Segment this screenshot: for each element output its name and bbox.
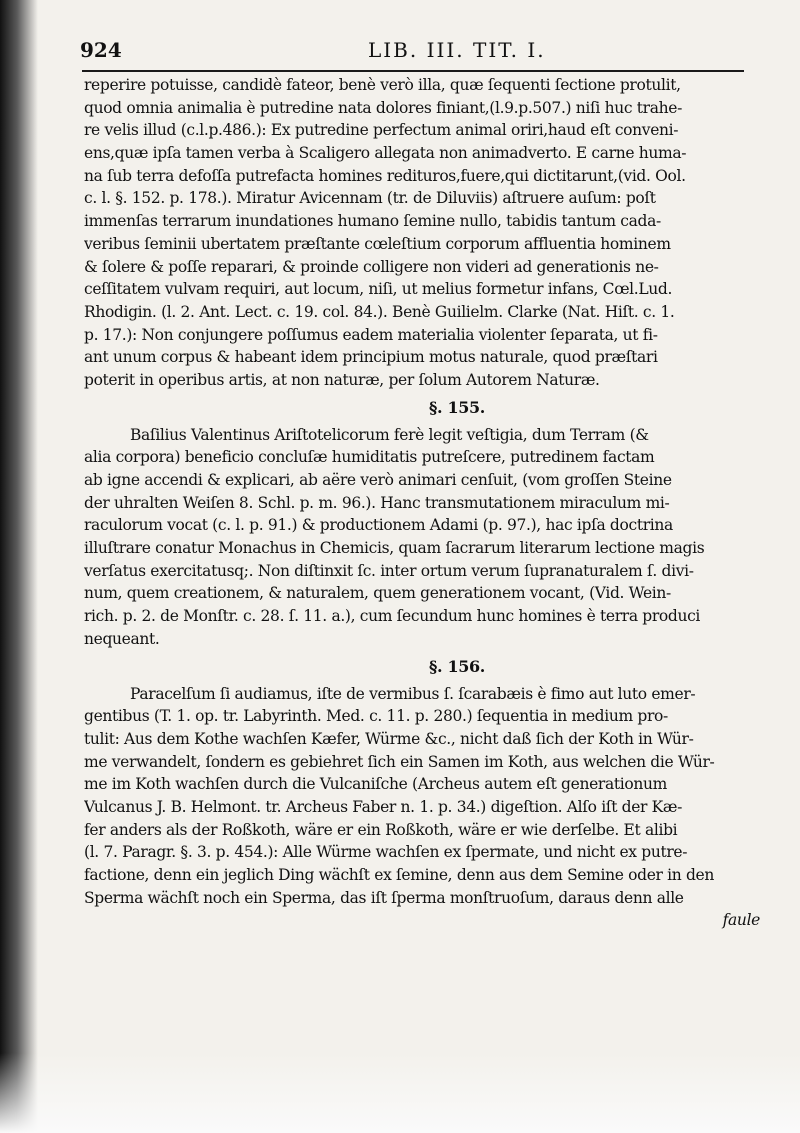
text-line: gentibus (T. 1. op. tr. Labyrinth. Med. c. 11. p. 280.) ſequentia in medium pro-: [84, 707, 668, 726]
text-line: p. 17.): Non conjungere poſſumus eadem materialia violenter ſeparata, ut fi-: [84, 325, 658, 344]
text-line: nequeant.: [84, 629, 160, 648]
header-rule: [82, 70, 744, 72]
text-line: immenſas terrarum inundationes humano ſemine nullo, tabidis tantum cada-: [84, 212, 661, 231]
text-line: ens,quæ ipſa tamen verba à Scaligero allegata non animadverto. E carne huma-: [84, 144, 687, 163]
binding-shadow: [0, 0, 38, 1133]
text-line: poterit in operibus artis, at non naturæ, per ſolum Autorem Naturæ.: [84, 370, 600, 389]
text-line: verſatus exercitatusq;. Non diſtinxit ſc. inter ortum verum ſupranaturalem ſ. divi-: [84, 561, 694, 580]
text-line: Sperma wächſt noch ein Sperma, das iſt ſperma monſtruoſum, daraus denn alle: [84, 888, 684, 907]
text-line: alia corpora) beneficio concluſæ humiditatis putreſcere, putredinem factam: [84, 448, 655, 467]
text-line: ant unum corpus & habeant idem principium motus naturale, quod præſtari: [84, 348, 658, 367]
text-line: (l. 7. Paragr. §. 3. p. 454.): Alle Würme wachſen ex ſpermate, und nicht ex putre-: [84, 843, 688, 862]
text-line: rich. p. 2. de Monſtr. c. 28. ſ. 11. a.), cum ſecundum hunc homines è terra produci: [84, 607, 701, 626]
text-line: Paracelſum ſi audiamus, iſte de vermibus ſ. ſcarabæis è fimo aut luto emer-: [130, 684, 696, 703]
text-line: Rhodigin. (l. 2. Ant. Lect. c. 19. col. 84.). Benè Guilielm. Clarke (Nat. Hiſt. c. 1.: [84, 302, 675, 321]
text-line: num, quem creationem, & naturalem, quem generationem vocant, (Vid. Wein-: [84, 584, 671, 603]
page-number: 924: [80, 38, 122, 62]
text-line: me im Koth wachſen durch die Vulcaniſche (Archeus autem eſt generationum: [84, 775, 667, 794]
running-head: LIB. III. TIT. I.: [368, 38, 546, 62]
text-line: tulit: Aus dem Kothe wachſen Kæfer, Würme &c., nicht daß ſich der Koth in Wür-: [84, 729, 694, 748]
text-line: fer anders als der Roßkoth, wäre er ein Roßkoth, wäre er wie derſelbe. Et alibi: [84, 820, 678, 839]
text-line: ceſſitatem vulvam requiri, aut locum, niſi, ut melius formetur infans, Cœl.Lud.: [84, 280, 673, 299]
text-line: na ſub terra defoſſa putrefacta homines redituros,fuere,qui dictitarunt,(vid. Ool.: [84, 166, 686, 185]
text-line: reperire potuisse, candidè fateor, benè verò illa, quæ ſequenti ſectione protulit,: [84, 76, 681, 94]
section-heading: §. 156.: [428, 656, 486, 676]
text-line: Vulcanus J. B. Helmont. tr. Archeus Faber n. 1. p. 34.) digeſtion. Alſo iſt der Kæ-: [84, 797, 683, 816]
text-line: der uhralten Weiſen 8. Schl. p. m. 96.). Hanc transmutationem miraculum mi-: [84, 493, 670, 512]
text-line: c. l. §. 152. p. 178.). Miratur Avicennam (tr. de Diluviis) aſtruere auſum: poſt: [84, 189, 656, 208]
text-line: quod omnia animalia è putredine nata dolores finiant,(l.9.p.507.) niſi huc trahe-: [84, 98, 682, 117]
text-line: factione, denn ein jeglich Ding wächſt ex ſemine, denn aus dem Semine oder in den: [84, 866, 715, 884]
text-line: & ſolere & poſſe reparari, & proinde colligere non videri ad generationis ne-: [84, 257, 659, 276]
text-line: raculorum vocat (c. l. p. 91.) & productionem Adami (p. 97.), hac ipſa doctrina: [84, 516, 673, 535]
text-line: Baſilius Valentinus Ariſtotelicorum ferè legit veſtigia, dum Terram (&: [130, 425, 649, 444]
text-line: me verwandelt, ſondern es gebiehret ſich ein Samen im Koth, aus welchen die Wür-: [84, 752, 715, 771]
catchword: faule: [722, 911, 760, 930]
body-text: [84, 74, 760, 932]
section-heading: §. 155.: [428, 397, 486, 417]
page-bottom-fade: [0, 1053, 800, 1133]
text-line: ab igne accendi & explicari, ab aëre verò animari cenſuit, (vom groſſen Steine: [84, 471, 672, 489]
text-line: re velis illud (c.l.p.486.): Ex putredine perfectum animal oriri,haud eſt conveni-: [84, 121, 679, 140]
text-line: veribus ſeminii ubertatem præſtante cœleſtium corporum affluentia hominem: [84, 234, 671, 253]
page-header: [80, 36, 760, 64]
text-line: illuſtrare conatur Monachus in Chemicis, quam ſacrarum literarum lectione magis: [84, 539, 705, 558]
